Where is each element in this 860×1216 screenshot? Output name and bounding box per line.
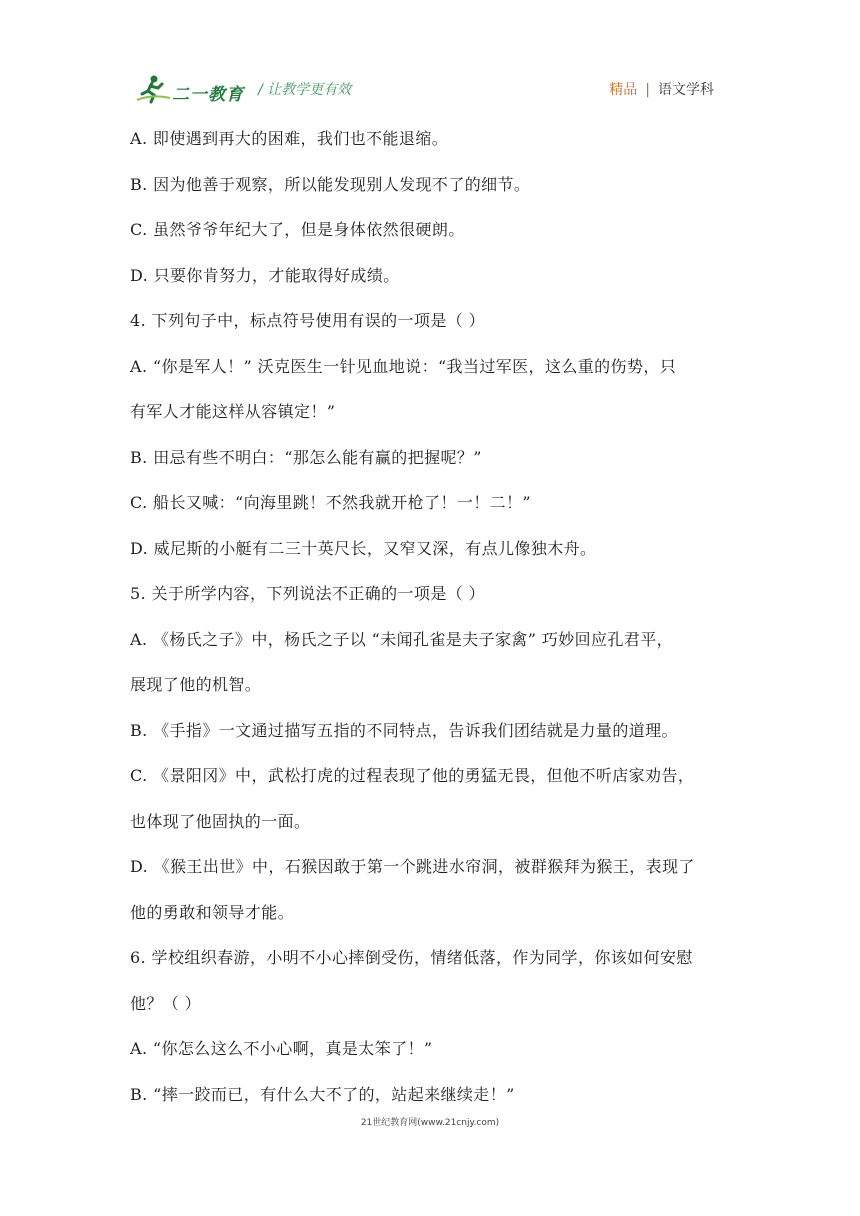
question-5-stem: 5. 关于所学内容，下列说法不正确的一项是（ ）	[130, 584, 486, 603]
text-line: B. “摔一跤而已，有什么大不了的，站起来继续走！”	[130, 1084, 515, 1104]
document-body	[130, 119, 740, 1120]
question-4-stem: 4. 下列句子中，标点符号使用有误的一项是（ ）	[130, 311, 486, 330]
text-line: D. 只要你肯努力，才能取得好成绩。	[130, 265, 400, 285]
text-line: 也体现了他固执的一面。	[130, 811, 311, 831]
text-line: A. “你怎么这么不小心啊，真是太笨了！”	[130, 1039, 433, 1058]
text-line: B. 《手指》一文通过描写五指的不同特点，告诉我们团结就是力量的道理。	[130, 720, 678, 740]
tag-separator: |	[645, 82, 650, 98]
page-header	[134, 70, 714, 106]
text-line: A. “你是军人！” 沃克医生一针见血地说：“我当过军医，这么重的伤势，只	[130, 356, 677, 376]
runner-logo-icon	[134, 74, 174, 104]
subject-tag	[609, 79, 714, 99]
text-line: A. 即使遇到再大的困难，我们也不能退缩。	[130, 129, 449, 148]
subject-label: 语文学科	[658, 82, 714, 98]
text-line: 有军人才能这样从容镇定！”	[130, 402, 336, 421]
text-line: 展现了他的机智。	[130, 675, 262, 694]
text-line: C. 《景阳冈》中，武松打虎的过程表现了他的勇猛无畏，但他不听店家劝告，	[130, 766, 695, 785]
text-line: 他的勇敢和领导才能。	[130, 902, 295, 922]
text-line: A. 《杨氏之子》中，杨氏之子以 “未闻孔雀是夫子家禽” 巧妙回应孔君平，	[130, 629, 674, 649]
text-line: B. 因为他善于观察，所以能发现别人发现不了的细节。	[130, 174, 531, 194]
text-line: D. 《猴王出世》中，石猴因敢于第一个跳进水帘洞，被群猴拜为猴王，表现了	[130, 857, 695, 876]
page-footer: 21世纪教育网(www.21cnjy.com)	[360, 1118, 500, 1128]
text-line: D. 威尼斯的小艇有二三十英尺长，又窄又深，有点儿像独木舟。	[130, 538, 597, 558]
text-line: 他？（ ）	[130, 993, 202, 1013]
logo-text: 二一教育	[172, 85, 244, 105]
question-6-stem: 6. 学校组织春游，小明不小心摔倒受伤，情绪低落，作为同学，你该如何安慰	[130, 948, 693, 967]
text-line: B. 田忌有些不明白：“那怎么能有赢的把握呢？”	[130, 447, 482, 467]
slogan: / 让教学更有效	[258, 82, 352, 98]
quality-label: 精品	[609, 82, 638, 98]
text-line: C. 船长又喊：“向海里跳！不然我就开枪了！一！二！”	[130, 493, 532, 512]
text-line: C. 虽然爷爷年纪大了，但是身体依然很硬朗。	[130, 220, 465, 239]
logo	[134, 74, 254, 104]
